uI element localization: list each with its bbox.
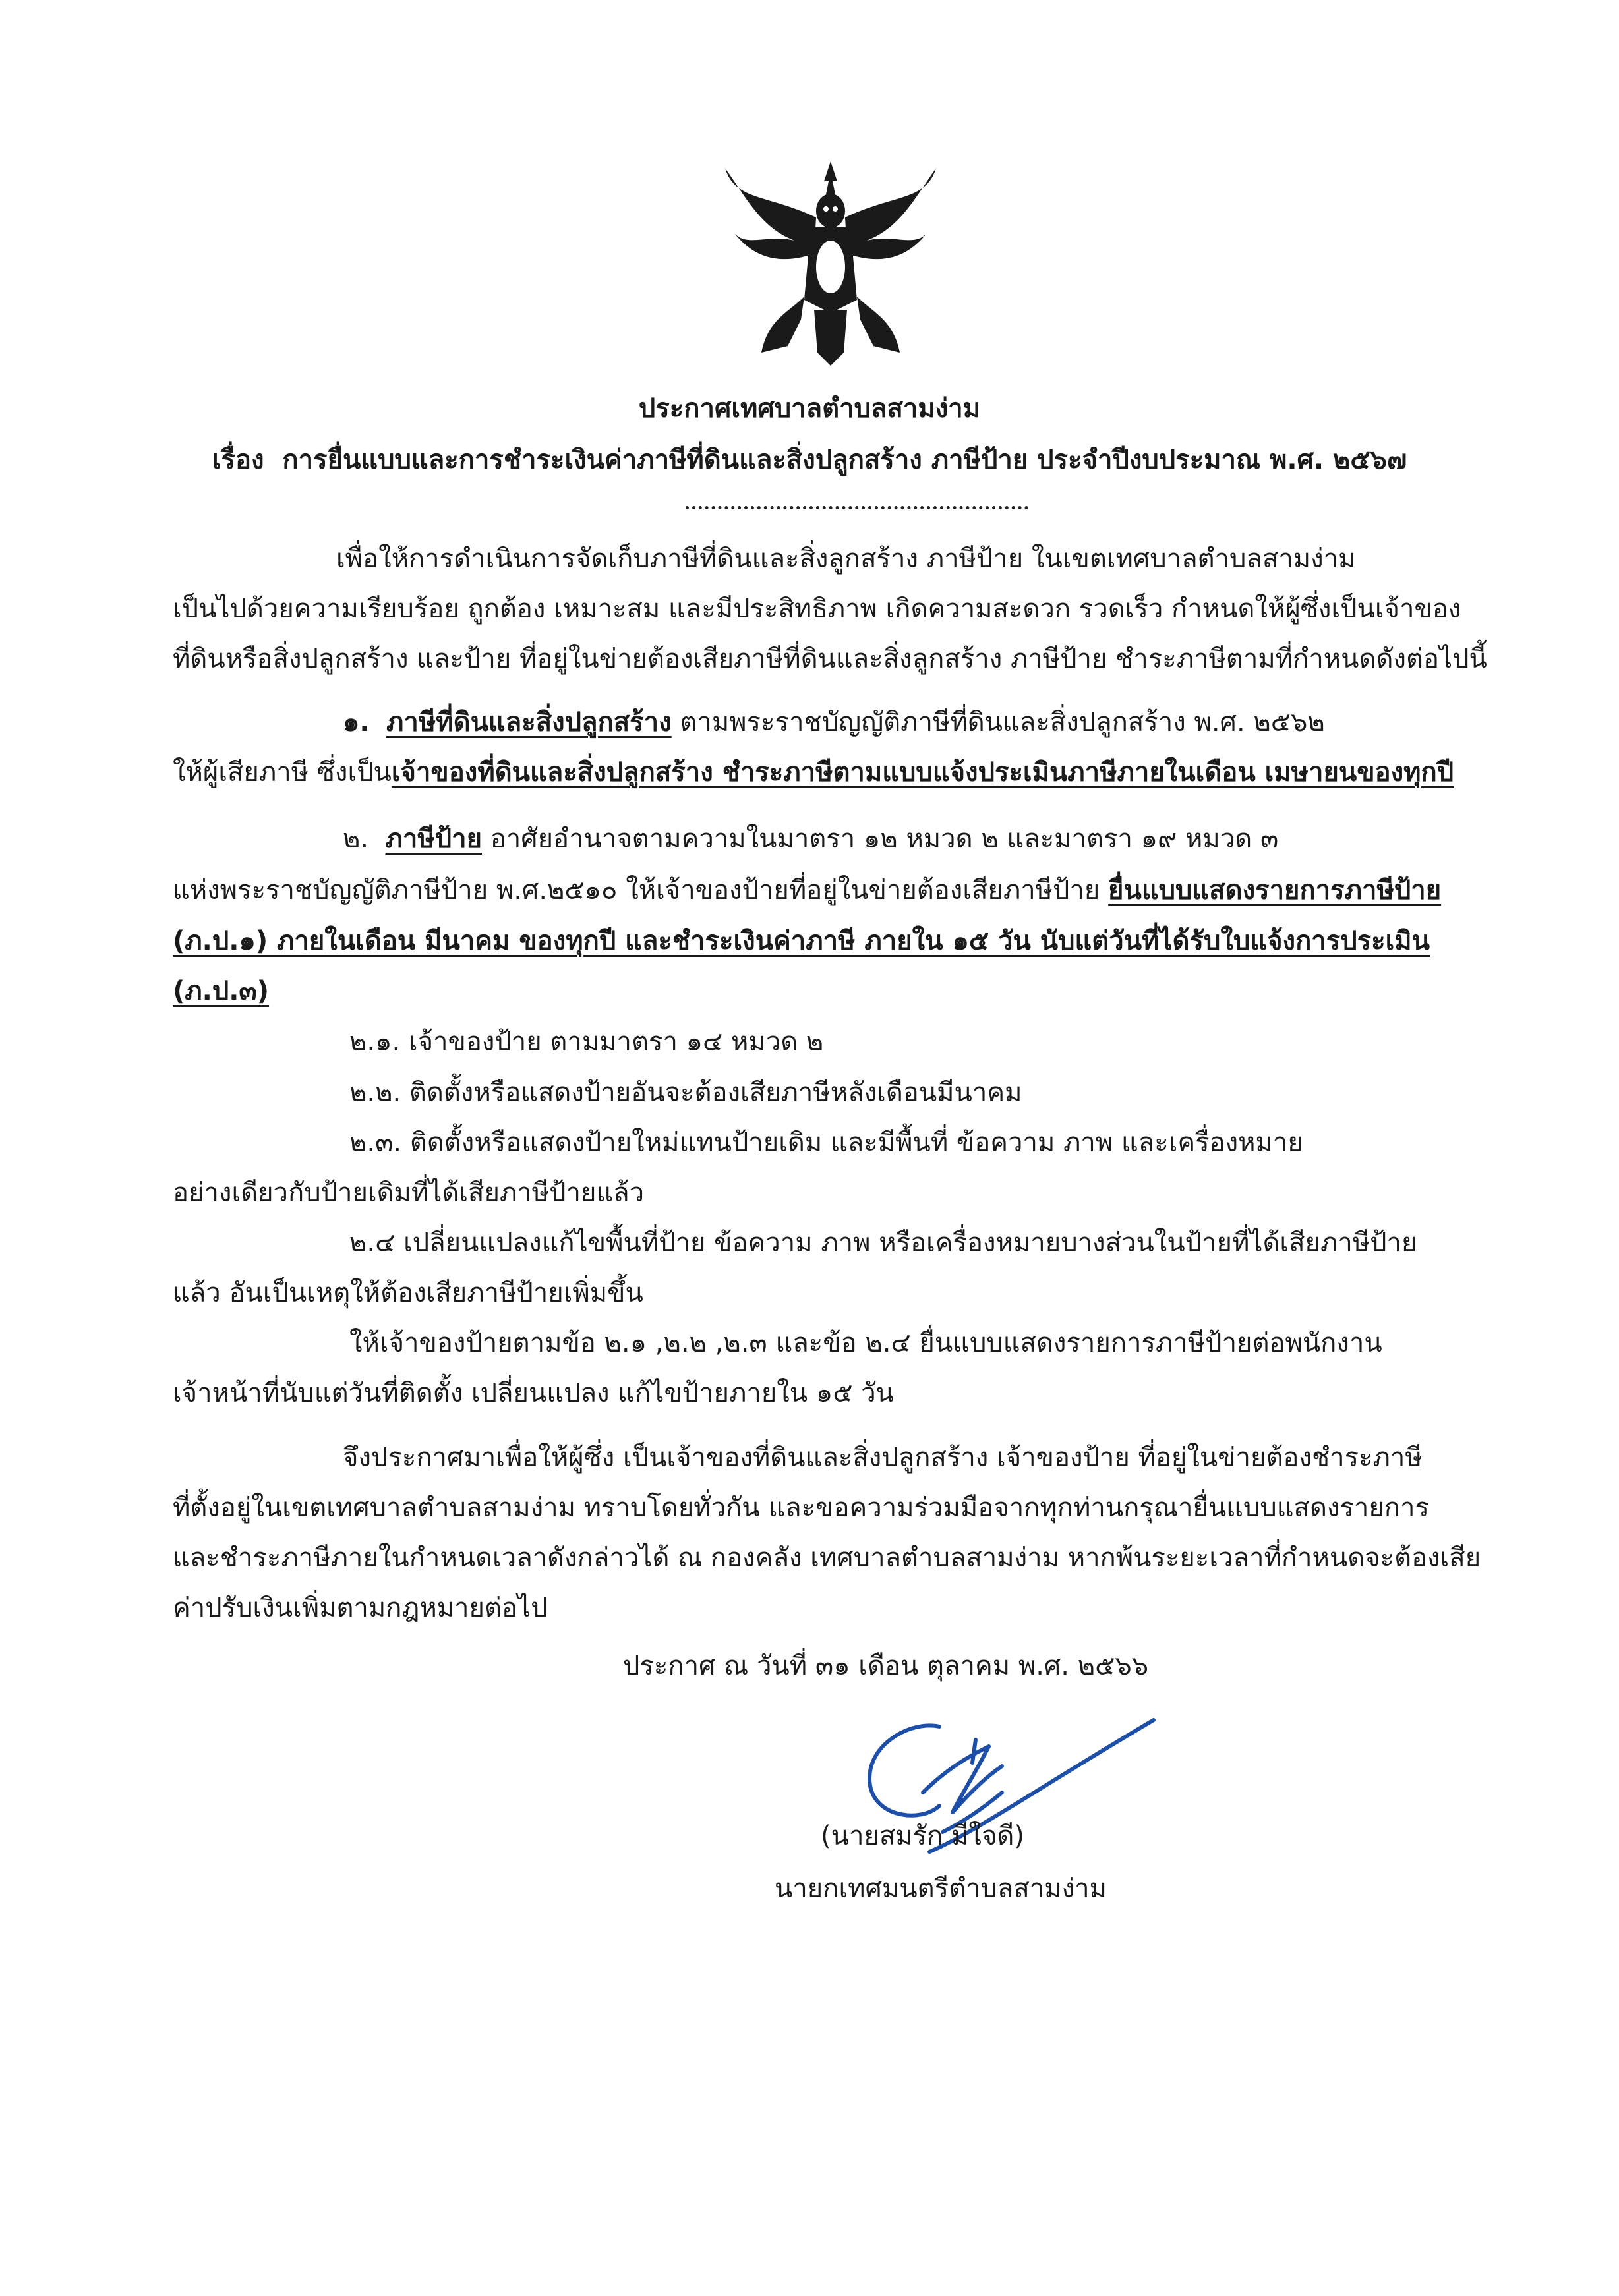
section2-item-2-1: ๒.๑. เจ้าของป้าย ตามมาตรา ๑๔ หมวด ๒ — [349, 1027, 824, 1057]
section2-item-2-3: ๒.๓. ติดตั้งหรือแสดงป้ายใหม่แทนป้ายเดิม และมีพื้นที่ ข้อความ ภาพ และเครื่องหมาย — [349, 1128, 1303, 1158]
section2-line-4: (ภ.ป.๓) — [173, 976, 270, 1006]
closing-line-2: ที่ตั้งอยู่ในเขตเทศบาลตำบลสามง่าม ทราบโดยทั่วกัน และขอความร่วมมือจากทุกท่านกรุณายื่นแบบแสดงรายการ — [173, 1493, 1429, 1523]
section2-form-text: ยื่นแบบแสดงรายการภาษีป้าย — [1108, 875, 1442, 905]
section2-law: แห่งพระราชบัญญัติภาษีป้าย พ.ศ.๒๕๑๐ ให้เจ้าของป้ายที่อยู่ในข่ายต้องเสียภาษีป้าย — [173, 875, 1100, 905]
intro-line-1: เพื่อให้การดำเนินการจัดเก็บภาษีที่ดินและสิ่งลูกสร้าง ภาษีป้าย ในเขตเทศบาลตำบลสามง่าม — [336, 544, 1356, 574]
section2-authority: อาศัยอำนาจตามความในมาตรา ๑๒ หมวด ๒ และมาตรา ๑๙ หมวด ๓ — [490, 824, 1279, 854]
signer-name: (นายสมรัก มีใจดี) — [821, 1821, 1024, 1851]
section2-item-2-4-cont: แล้ว อันเป็นเหตุให้ต้องเสียภาษีป้ายเพิ่มขึ้น — [173, 1278, 643, 1308]
announcement-date: ประกาศ ณ วันที่ ๓๑ เดือน ตุลาคม พ.ศ. ๒๕๖๖ — [623, 1651, 1149, 1681]
section1-taxpayer: ให้ผู้เสียภาษี ซึ่งเป็น — [173, 757, 392, 788]
subject-text: การยื่นแบบและการชำระเงินค่าภาษีที่ดินและสิ่งปลูกสร้าง ภาษีป้าย ประจำปีงบประมาณ พ.ศ. ๒๕๖๗ — [282, 445, 1407, 475]
section1-law: ตามพระราชบัญญัติภาษีที่ดินและสิ่งปลูกสร้าง พ.ศ. ๒๕๖๒ — [680, 707, 1325, 737]
section2-line-1 — [343, 820, 1278, 857]
section2-instruction: ให้เจ้าของป้ายตามข้อ ๒.๑ ,๒.๒ ,๒.๓ และข้อ ๒.๔ ยื่นแบบแสดงรายการภาษีป้ายต่อพนักงาน — [349, 1328, 1382, 1358]
header-divider — [686, 506, 1028, 509]
section1-number: ๑. — [343, 707, 370, 737]
signer-position: นายกเทศมนตรีตำบลสามง่าม — [775, 1874, 1107, 1904]
section2-number: ๒. — [343, 824, 369, 854]
section1-line-1 — [343, 704, 1325, 741]
section1-title: ภาษีที่ดินและสิ่งปลูกสร้าง — [386, 707, 672, 737]
announcement-org-title: ประกาศเทศบาลตำบลสามง่าม — [638, 393, 981, 424]
section2-instruction-cont: เจ้าหน้าที่นับแต่วันที่ติดตั้ง เปลี่ยนแปลง แก้ไขป้ายภายใน ๑๕ วัน — [173, 1378, 895, 1408]
section2-item-2-3-cont: อย่างเดียวกับป้ายเดิมที่ได้เสียภาษีป้ายแล้ว — [173, 1178, 645, 1208]
closing-line-3: และชำระภาษีภายในกำหนดเวลาดังกล่าวได้ ณ กองคลัง เทศบาลตำบลสามง่าม หากพ้นระยะเวลาที่กำหนดจะต้องเสีย — [173, 1543, 1481, 1573]
section2-line-2 — [173, 872, 1441, 909]
intro-line-3: ที่ดินหรือสิ่งปลูกสร้าง และป้าย ที่อยู่ในข่ายต้องเสียภาษีที่ดินและสิ่งลูกสร้าง ภาษีป้าย ชำระภาษีตามที่กำหนดดังต่อไปนี้ — [173, 644, 1487, 674]
announcement-subject — [0, 442, 1619, 478]
garuda-emblem-icon — [722, 155, 939, 372]
section2-item-2-2: ๒.๒. ติดตั้งหรือแสดงป้ายอันจะต้องเสียภาษีหลังเดือนมีนาคม — [349, 1077, 1022, 1108]
intro-line-2: เป็นไปด้วยความเรียบร้อย ถูกต้อง เหมาะสม และมีประสิทธิภาพ เกิดความสะดวก รวดเร็ว กำหนดให้ผู้ซึ่งเป็นเจ้าของ — [173, 594, 1461, 624]
section2-title: ภาษีป้าย — [385, 824, 483, 854]
section1-deadline: เจ้าของที่ดินและสิ่งปลูกสร้าง ชำระภาษีตามแบบแจ้งประเมินภาษีภายในเดือน เมษายนของทุกปี — [391, 757, 1454, 788]
closing-line-4: ค่าปรับเงินเพิ่มตามกฎหมายต่อไป — [173, 1593, 548, 1623]
section2-line-3: (ภ.ป.๑) ภายในเดือน มีนาคม ของทุกปี และชำระเงินค่าภาษี ภายใน ๑๕ วัน นับแต่วันที่ได้รับใบแจ้งการประเมิน — [173, 926, 1430, 956]
closing-line-1: จึงประกาศมาเพื่อให้ผู้ซึ่ง เป็นเจ้าของที่ดินและสิ่งปลูกสร้าง เจ้าของป้าย ที่อยู่ในข่ายต้องชำระภาษี — [343, 1443, 1423, 1473]
section2-item-2-4: ๒.๔ เปลี่ยนแปลงแก้ไขพื้นที่ป้าย ข้อความ ภาพ หรือเครื่องหมายบางส่วนในป้ายที่ได้เสียภาษีป้าย — [349, 1228, 1417, 1258]
section1-line-2 — [173, 754, 1454, 791]
subject-label: เรื่อง — [212, 445, 264, 475]
